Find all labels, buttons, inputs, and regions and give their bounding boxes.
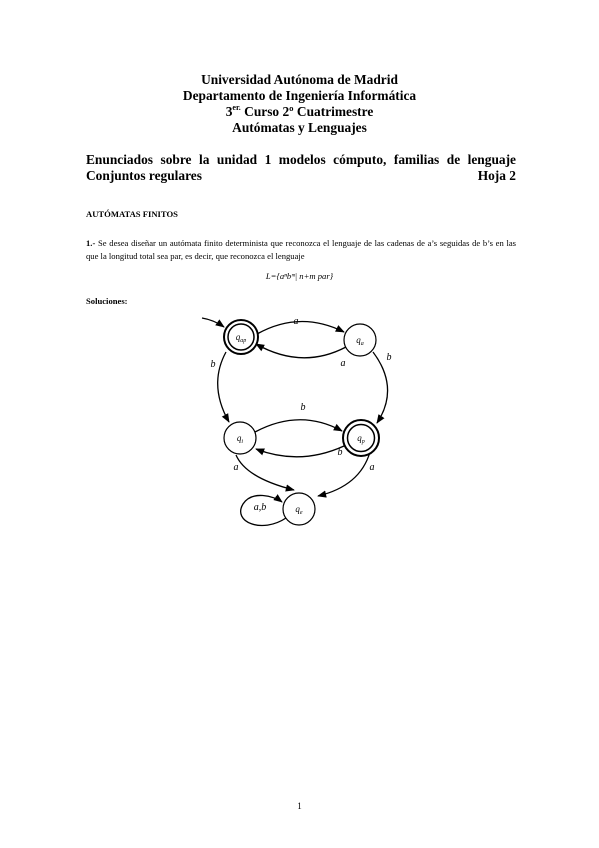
svg-text:qa: $q_a$ xyxy=(356,335,364,347)
svg-text:qap: $q_{ap}$ xyxy=(235,332,247,344)
edge-a-to-p xyxy=(373,352,388,423)
label-e-loop: a,b xyxy=(253,502,267,513)
state-qp xyxy=(343,420,379,456)
exercise-number: 1.- xyxy=(86,238,96,248)
page-number: 1 xyxy=(297,801,302,811)
university-heading: Universidad Autónoma de Madrid xyxy=(201,72,398,87)
label-p-to-i: b xyxy=(337,447,343,458)
course-heading: $3^{er.}$ Curso 2º Cuatrimestre xyxy=(225,103,374,119)
edge-a-to-ap xyxy=(256,344,346,358)
edge-ap-to-a xyxy=(257,321,344,334)
label-i-to-e: a xyxy=(233,462,239,473)
edge-i-to-p xyxy=(255,420,342,432)
state-qa xyxy=(344,324,376,356)
language-formula: L={aⁿbᵐ| n+m par} xyxy=(265,271,334,281)
state-qap xyxy=(224,320,258,354)
state-qe xyxy=(283,493,315,525)
sheet-label: Hoja 2 xyxy=(477,168,516,183)
svg-text:qe: $q_e$ xyxy=(295,504,303,516)
department-heading: Departamento de Ingeniería Informática xyxy=(182,88,417,103)
edge-i-to-e xyxy=(233,455,294,490)
edge-p-to-i xyxy=(256,446,344,457)
edge-p-to-e xyxy=(318,452,370,496)
solutions-label: Soluciones: xyxy=(86,296,128,306)
label-ap-to-i: b xyxy=(210,359,216,370)
section-heading: AUTÓMATAS FINITOS xyxy=(86,209,178,219)
label-a-to-ap: a xyxy=(340,358,346,369)
label-i-to-p: b xyxy=(300,402,306,413)
svg-text:qp: $q_p$ xyxy=(357,433,365,445)
exercise-text: Se desea diseñar un autómata finito determinista que reconozca el lenguaje de las cadenas de a’s seguidas de b’s en las que la longitud total sea par, es decir, que reconozca el lenguaje xyxy=(86,238,516,261)
topic-label: Conjuntos regulares xyxy=(86,168,202,183)
document-title: Enunciados sobre la unidad 1 modelos cómputo, familias de lenguaje xyxy=(86,152,516,167)
subject-heading: Autómatas y Lenguajes xyxy=(232,120,367,135)
svg-text:qi: $q_i$ xyxy=(236,433,244,445)
edge-ap-to-i xyxy=(218,352,229,422)
start-arrow xyxy=(202,318,224,327)
label-a-to-p: b xyxy=(386,352,392,363)
label-p-to-e: a xyxy=(369,462,375,473)
state-qi xyxy=(224,422,256,454)
label-ap-to-a: a xyxy=(293,316,299,327)
